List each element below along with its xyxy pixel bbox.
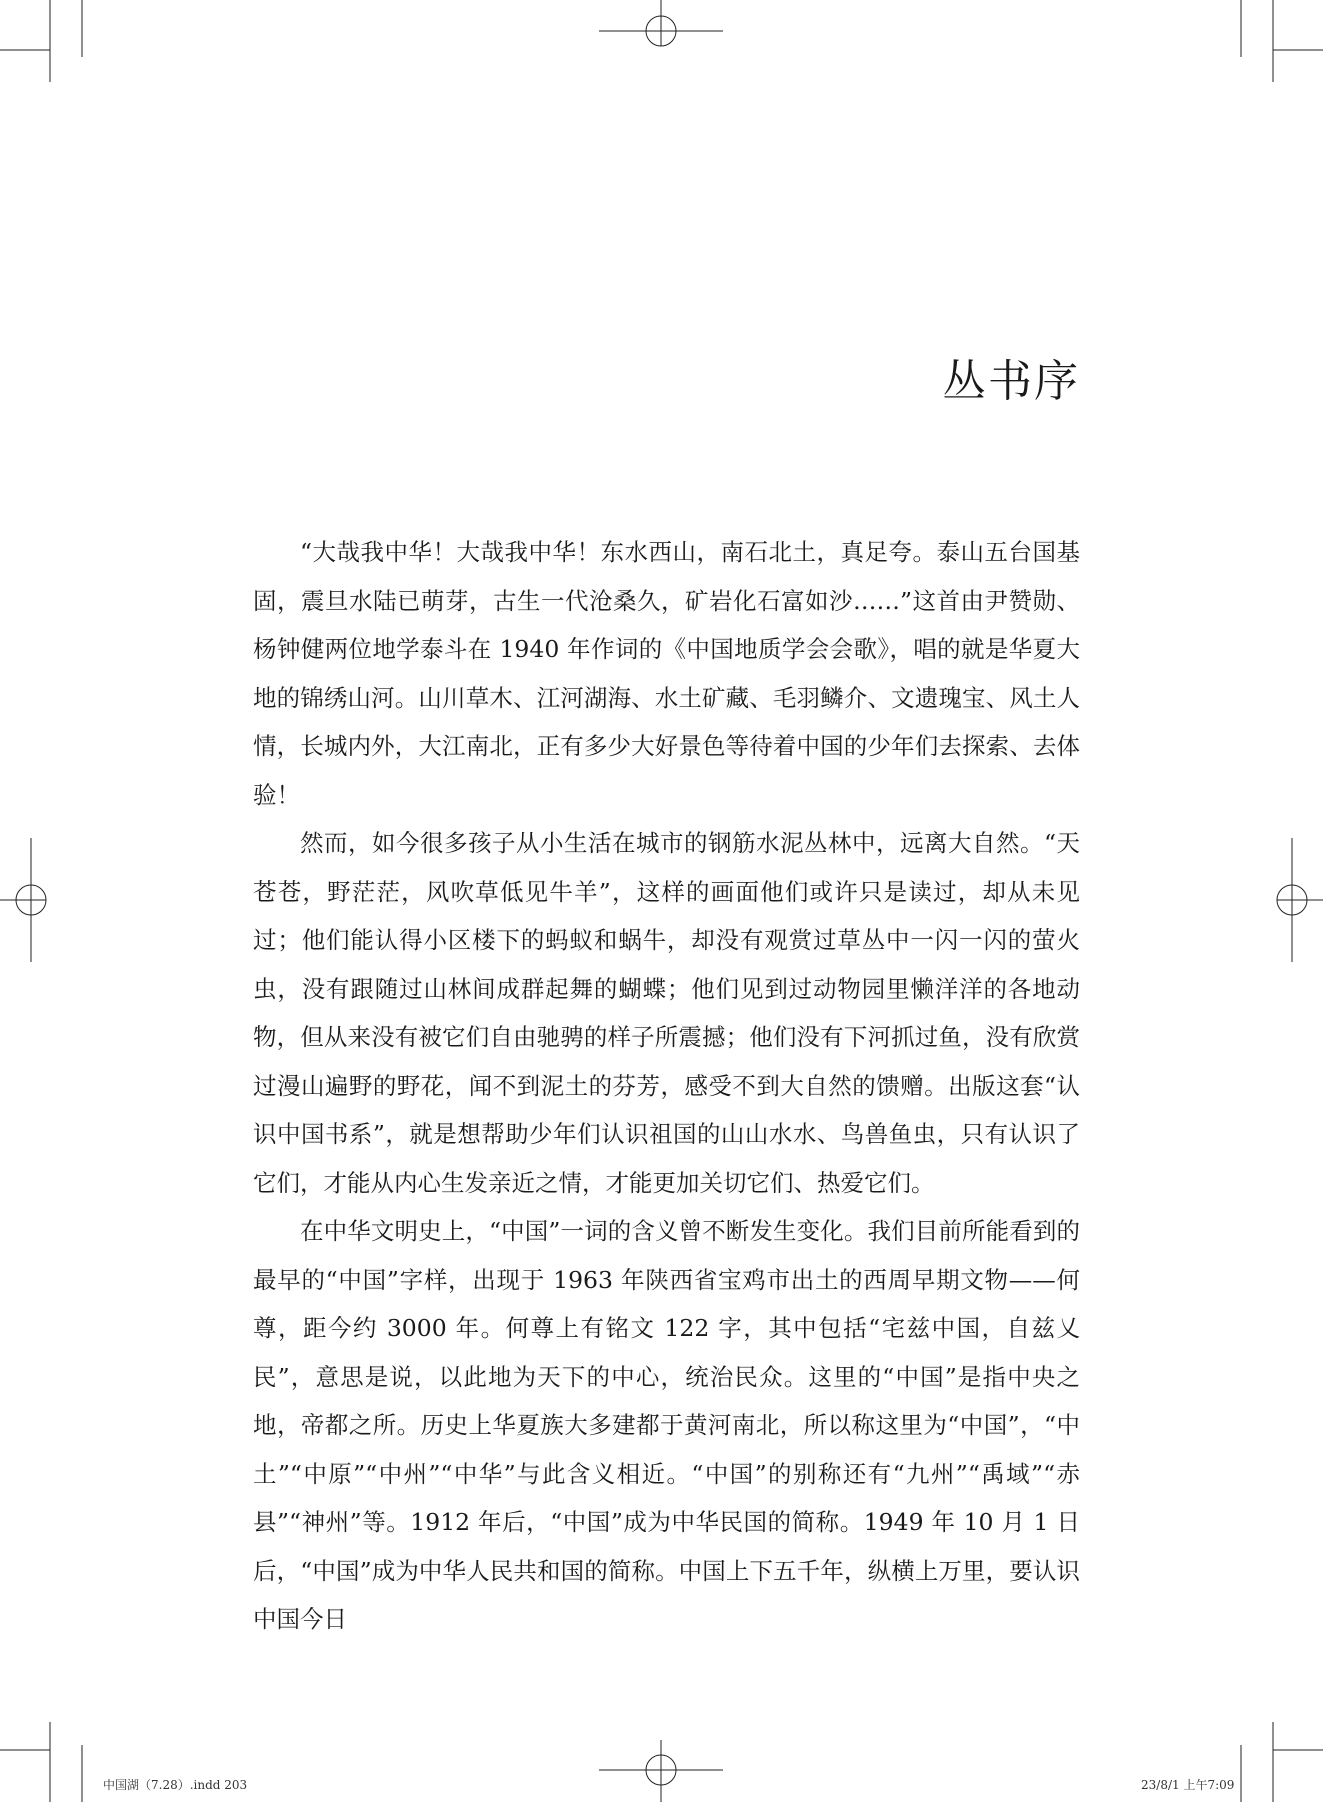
page-title: 丛书序 <box>942 356 1080 407</box>
registration-mark-top <box>599 0 723 46</box>
slug-timestamp: 23/8/1 上午7:09 <box>1141 1778 1235 1792</box>
crop-mark-bottom-right <box>1241 1722 1323 1802</box>
registration-mark-bottom <box>599 1740 723 1802</box>
crop-mark-top-right <box>1241 0 1323 82</box>
paragraph: 在中华文明史上，“中国”一词的含义曾不断发生变化。我们目前所能看到的最早的“中国”字样，出现于 1963 年陕西省宝鸡市出土的西周早期文物——何尊，距今约 3000 年。何尊上有铭文 122 字，其中包括“宅兹中国，自兹乂民”，意思是说，以此地为天下的中心，统治民众。这里的“中国”是指中央之地，帝都之所。历史上华夏族大多建都于黄河南北，所以称这里为“中国”，“中土”“中原”“中州”“中华”与此含义相近。“中国”的别称还有“九州”“禹域”“赤县”“神州”等。1912 年后，“中国”成为中华民国的简称。1949 年 10 月 1 日后，“中国”成为中华人民共和国的简称。中国上下五千年，纵横上万里，要认识中国今日 <box>253 1217 1080 1633</box>
slug-file-info: 中国湖（7.28）.indd 203 <box>103 1778 248 1792</box>
paragraph: “大哉我中华！大哉我中华！东水西山，南石北土，真足夸。泰山五台国基固，震旦水陆已萌芽，古生一代沧桑久，矿岩化石富如沙……”这首由尹赞勋、杨钟健两位地学泰斗在 1940 年作词的《中国地质学会会歌》，唱的就是华夏大地的锦绣山河。山川草木、江河湖海、水土矿藏、毛羽鳞介、文遗瑰宝、风土人情，长城内外，大江南北，正有多少大好景色等待着中国的少年们去探索、去体验！ <box>253 538 1080 809</box>
crop-mark-top-left <box>0 0 82 82</box>
registration-mark-left <box>0 838 46 962</box>
crop-mark-bottom-left <box>0 1722 82 1802</box>
preface-body <box>253 528 1080 1644</box>
registration-mark-right <box>1277 838 1323 962</box>
paragraph: 然而，如今很多孩子从小生活在城市的钢筋水泥丛林中，远离大自然。“天苍苍，野茫茫，风吹草低见牛羊”，这样的画面他们或许只是读过，却从未见过；他们能认得小区楼下的蚂蚁和蜗牛，却没有观赏过草丛中一闪一闪的萤火虫，没有跟随过山林间成群起舞的蝴蝶；他们见到过动物园里懒洋洋的各地动物，但从来没有被它们自由驰骋的样子所震撼；他们没有下河抓过鱼，没有欣赏过漫山遍野的野花，闻不到泥土的芬芳，感受不到大自然的馈赠。出版这套“认识中国书系”，就是想帮助少年们认识祖国的山山水水、鸟兽鱼虫，只有认识了它们，才能从内心生发亲近之情，才能更加关切它们、热爱它们。 <box>253 829 1080 1197</box>
